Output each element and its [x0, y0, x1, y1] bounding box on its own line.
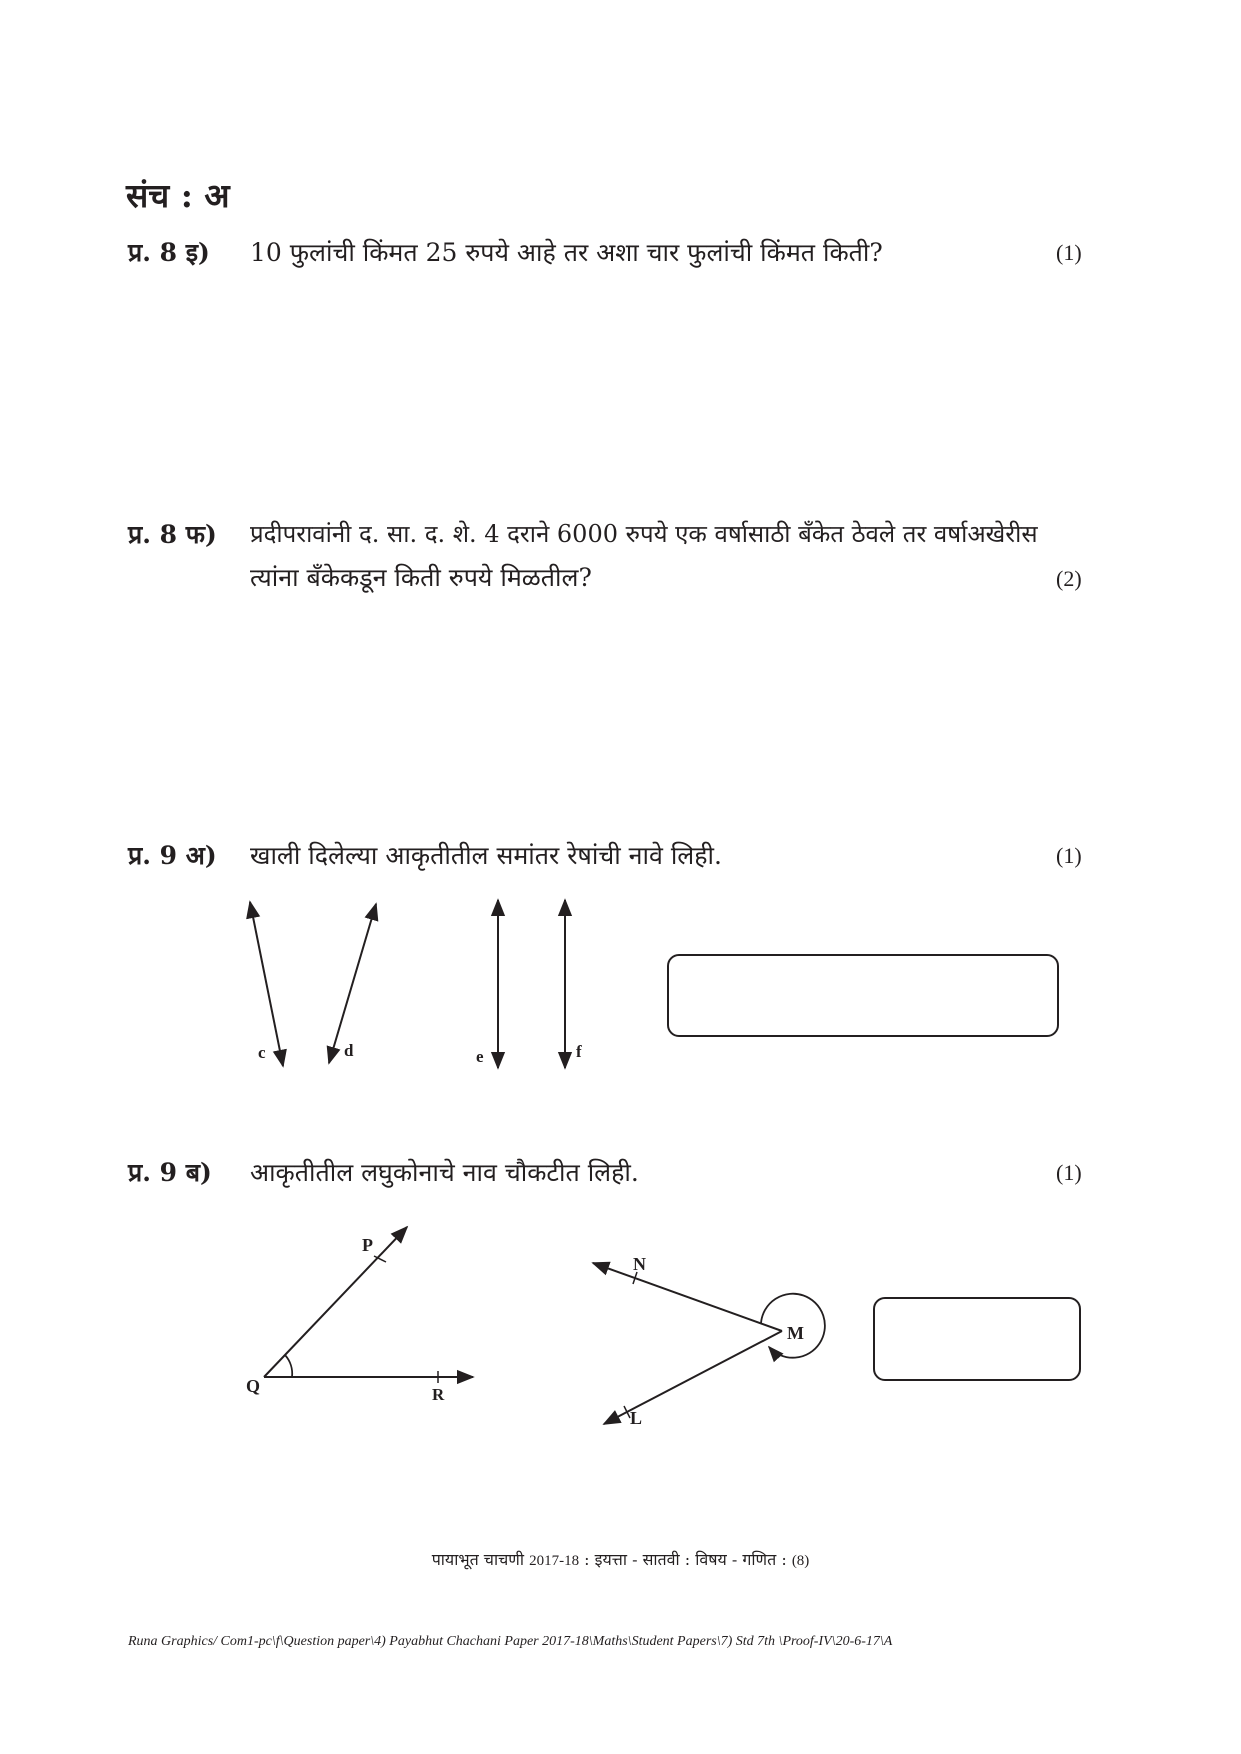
label-r: R — [432, 1385, 445, 1404]
label-n: N — [633, 1254, 646, 1274]
question-8f-text-line1: प्रदीपरावांनी द. सा. द. शे. 4 दराने 6000 रुपये एक वर्षासाठी बँकेत ठेवले तर वर्षाअखेरीस — [250, 520, 1038, 548]
set-title: संच : अ — [126, 176, 230, 215]
printer-file-path: Runa Graphics/ Com1-pc\f\Question paper\4) Payabhut Chachani Paper 2017-18\Maths\Student Papers\7) Std 7th \Proof-IV\20-6-17\A — [128, 1634, 893, 1649]
question-8i-marks: (1) — [1056, 240, 1082, 265]
question-9a-label: प्र. 9 अ) — [128, 841, 217, 870]
answer-box-9b[interactable] — [873, 1297, 1081, 1381]
question-9b-marks: (1) — [1056, 1160, 1082, 1185]
ray-qp — [264, 1227, 407, 1377]
question-8i-text: 10 फुलांची किंमत 25 रुपये आहे तर अशा चार फुलांची किंमत किती? — [250, 238, 883, 267]
label-q: Q — [246, 1376, 261, 1396]
question-8i-label: प्र. 8 इ) — [128, 238, 210, 267]
line-e-label: e — [476, 1047, 484, 1066]
question-9a-marks: (1) — [1056, 843, 1082, 868]
question-9a-text: खाली दिलेल्या आकृतीतील समांतर रेषांची नावे लिही. — [250, 841, 722, 870]
footer-year: 2017-18 — [529, 1553, 580, 1569]
question-8f-label: प्र. 8 फ) — [128, 520, 217, 549]
label-l: L — [630, 1408, 643, 1428]
footer-exam-name: पायाभूत चाचणी — [431, 1550, 524, 1569]
footer-details: : इयत्ता - सातवी : विषय - गणित : — [584, 1550, 787, 1569]
question-9b-label: प्र. 9 ब) — [128, 1158, 212, 1187]
label-m: M — [787, 1323, 804, 1343]
line-c-label: c — [258, 1043, 266, 1062]
question-9b-text: आकृतीतील लघुकोनाचे नाव चौकटीत लिही. — [250, 1158, 639, 1187]
line-d-label: d — [344, 1041, 354, 1060]
angle-arc-q — [285, 1355, 292, 1377]
question-8f-marks: (2) — [1056, 566, 1082, 591]
ray-mn — [593, 1263, 782, 1331]
label-p: P — [362, 1235, 373, 1255]
page-footer — [0, 1548, 1241, 1570]
question-8f-text-line2: त्यांना बँकेकडून किती रुपये मिळतील? — [250, 563, 592, 592]
line-f-label: f — [576, 1042, 582, 1061]
page-number: (8) — [791, 1553, 810, 1569]
